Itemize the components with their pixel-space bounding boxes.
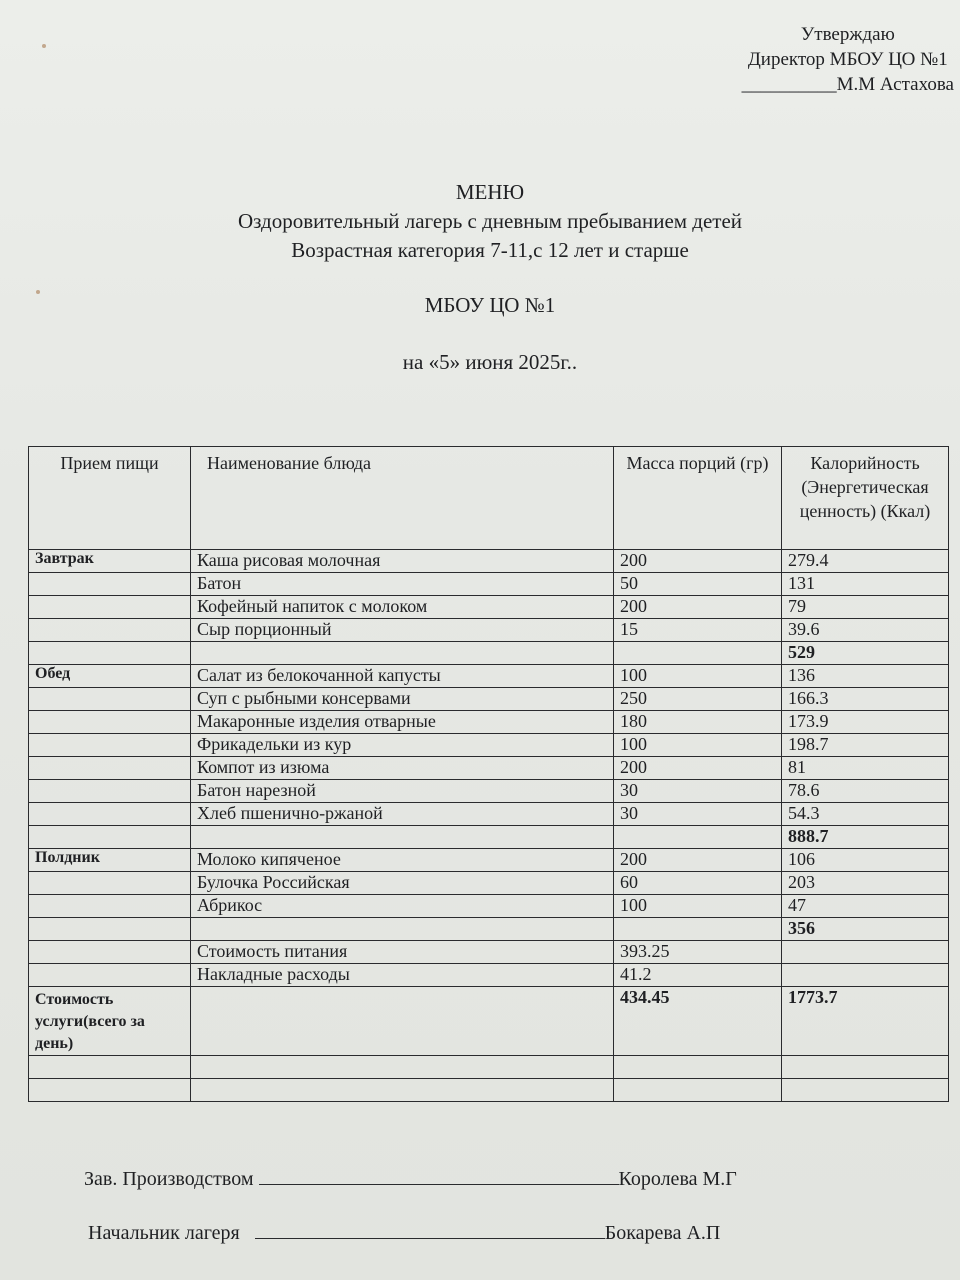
kcal-cell: 166.3 (782, 688, 949, 711)
meal-cell: Обед (29, 665, 191, 688)
kcal-cell (782, 964, 949, 987)
document-title: МЕНЮ (455, 180, 525, 204)
mass-cell: 250 (614, 688, 782, 711)
table-row (29, 711, 949, 734)
mass-cell: 200 (614, 849, 782, 872)
approval-block (742, 22, 954, 97)
table-header-row (29, 447, 949, 550)
meal-cell (29, 826, 191, 849)
kcal-cell: 356 (782, 918, 949, 941)
mass-cell: 30 (614, 780, 782, 803)
kcal-cell: 198.7 (782, 734, 949, 757)
table-row (29, 688, 949, 711)
meal-cell (29, 688, 191, 711)
dish-cell: Суп с рыбными консервами (191, 688, 614, 711)
mass-cell (614, 826, 782, 849)
column-header-meal: Прием пищи (29, 447, 191, 550)
table-row (29, 573, 949, 596)
dish-cell: Каша рисовая молочная (191, 550, 614, 573)
mass-cell: 200 (614, 550, 782, 573)
signature-line (255, 1220, 605, 1239)
kcal-cell: 888.7 (782, 826, 949, 849)
table-row (29, 550, 949, 573)
production-role: Зав. Производством (84, 1168, 254, 1190)
signature-line (259, 1166, 619, 1185)
approval-word: Утверждаю (800, 24, 895, 45)
meal-cell (29, 711, 191, 734)
dish-cell: Булочка Российская (191, 872, 614, 895)
production-name: Королева М.Г (618, 1168, 737, 1190)
table-row (29, 918, 949, 941)
mass-cell: 30 (614, 803, 782, 826)
service-total-kcal: 1773.7 (782, 987, 949, 1056)
service-total-cost: 434.45 (614, 987, 782, 1056)
table-row (29, 803, 949, 826)
dish-cell: Салат из белокочанной капусты (191, 665, 614, 688)
dish-cell (191, 826, 614, 849)
meal-cell (29, 573, 191, 596)
mass-cell: 15 (614, 619, 782, 642)
meal-cell (29, 941, 191, 964)
mass-cell (614, 642, 782, 665)
kcal-cell: 203 (782, 872, 949, 895)
dish-cell: Хлеб пшенично-ржаной (191, 803, 614, 826)
column-header-kcal: Калорийность (Энергетическая ценность) (Ккал) (782, 447, 949, 550)
mass-cell: 180 (614, 711, 782, 734)
dish-cell: Молоко кипяченое (191, 849, 614, 872)
kcal-cell: 54.3 (782, 803, 949, 826)
mass-cell: 60 (614, 872, 782, 895)
table-row (29, 757, 949, 780)
school-name: МБОУ ЦО №1 (424, 293, 556, 317)
paper-speck (42, 44, 46, 48)
column-header-mass: Масса порций (гр) (614, 447, 782, 550)
dish-cell: Абрикос (191, 895, 614, 918)
table-row (29, 826, 949, 849)
meal-cell (29, 619, 191, 642)
mass-cell: 50 (614, 573, 782, 596)
meal-cell (29, 757, 191, 780)
menu-table-body (29, 550, 949, 987)
kcal-cell: 79 (782, 596, 949, 619)
kcal-cell: 529 (782, 642, 949, 665)
table-row (29, 665, 949, 688)
table-row (29, 734, 949, 757)
mass-cell: 41.2 (614, 964, 782, 987)
signature-production (84, 1166, 737, 1191)
meal-cell (29, 642, 191, 665)
mass-cell (614, 918, 782, 941)
dish-cell (191, 918, 614, 941)
mass-cell: 100 (614, 734, 782, 757)
camp-role: Начальник лагеря (88, 1222, 240, 1244)
kcal-cell: 131 (782, 573, 949, 596)
table-row (29, 619, 949, 642)
service-total-row (29, 987, 949, 1056)
kcal-cell: 173.9 (782, 711, 949, 734)
table-row (29, 642, 949, 665)
camp-name: Бокарева А.П (604, 1222, 721, 1244)
mass-cell: 200 (614, 757, 782, 780)
kcal-cell: 106 (782, 849, 949, 872)
kcal-cell (782, 941, 949, 964)
table-row (29, 849, 949, 872)
meal-cell (29, 872, 191, 895)
service-total-dish (191, 987, 614, 1056)
dish-cell: Накладные расходы (191, 964, 614, 987)
age-category: Возрастная категория 7-11,с 12 лет и старше (291, 238, 689, 262)
table-row (29, 895, 949, 918)
document-header (0, 178, 960, 377)
table-row (29, 964, 949, 987)
signature-camp (88, 1220, 720, 1245)
meal-cell (29, 780, 191, 803)
approval-position: Директор МБОУ ЦО №1 (747, 49, 948, 70)
table-row (29, 596, 949, 619)
meal-cell (29, 596, 191, 619)
column-header-dish: Наименование блюда (191, 447, 614, 550)
table-row (29, 872, 949, 895)
dish-cell: Фрикадельки из кур (191, 734, 614, 757)
table-row (29, 941, 949, 964)
meal-cell (29, 895, 191, 918)
document-subtitle: Оздоровительный лагерь с дневным пребыванием детей (237, 209, 743, 233)
service-total-label: Стоимость услуги(всего за день) (29, 987, 191, 1056)
approval-signature: __________М.М Астахова (741, 74, 954, 95)
dish-cell: Стоимость питания (191, 941, 614, 964)
dish-cell: Сыр порционный (191, 619, 614, 642)
menu-date: на «5» июня 2025г.. (402, 350, 578, 374)
dish-cell: Батон нарезной (191, 780, 614, 803)
meal-cell (29, 964, 191, 987)
kcal-cell: 136 (782, 665, 949, 688)
meal-cell: Завтрак (29, 550, 191, 573)
empty-row (29, 1079, 949, 1102)
menu-table (28, 446, 949, 1102)
dish-cell: Кофейный напиток с молоком (191, 596, 614, 619)
empty-row (29, 1056, 949, 1079)
kcal-cell: 81 (782, 757, 949, 780)
meal-cell: Полдник (29, 849, 191, 872)
dish-cell: Батон (191, 573, 614, 596)
meal-cell (29, 918, 191, 941)
kcal-cell: 47 (782, 895, 949, 918)
table-row (29, 780, 949, 803)
kcal-cell: 279.4 (782, 550, 949, 573)
mass-cell: 393.25 (614, 941, 782, 964)
dish-cell: Компот из изюма (191, 757, 614, 780)
mass-cell: 100 (614, 665, 782, 688)
kcal-cell: 78.6 (782, 780, 949, 803)
kcal-cell: 39.6 (782, 619, 949, 642)
meal-cell (29, 734, 191, 757)
dish-cell (191, 642, 614, 665)
mass-cell: 200 (614, 596, 782, 619)
mass-cell: 100 (614, 895, 782, 918)
dish-cell: Макаронные изделия отварные (191, 711, 614, 734)
meal-cell (29, 803, 191, 826)
